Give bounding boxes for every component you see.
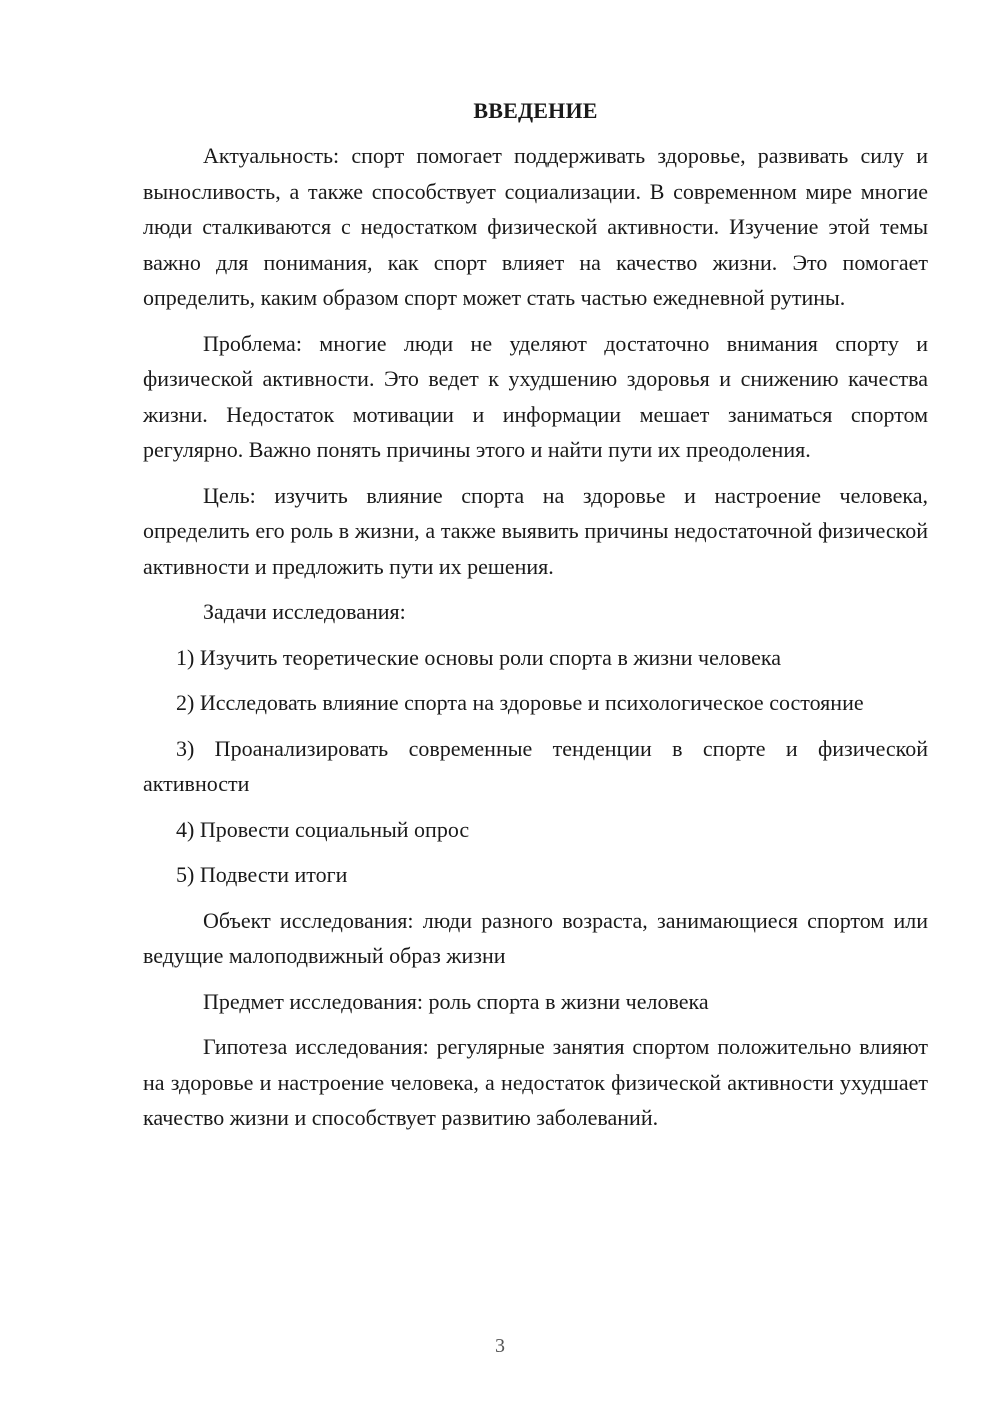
paragraph-hypothesis: Гипотеза исследования: регулярные занятия спортом положительно влияют на здоровье и настроение человека, а недостаток физической активности ухудшает качество жизни и способствует развитию заболеваний. <box>143 1034 928 1130</box>
paragraph-object: Объект исследования: люди разного возраста, занимающиеся спортом или ведущие малоподвижный образ жизни <box>143 907 928 968</box>
paragraph-goal: Цель: изучить влияние спорта на здоровье и настроение человека, определить его роль в жизни, а также выявить причины недостаточной физической активности и предложить пути их решения. <box>143 482 928 579</box>
page-title: ВВЕДЕНИЕ <box>473 98 598 123</box>
paragraph-tasks-heading: Задачи исследования: <box>203 599 406 624</box>
task-item-3: 3) Проанализировать современные тенденции в спорте и физической активности <box>143 735 928 796</box>
document-page <box>143 95 928 1146</box>
paragraph-relevance: Актуальность: спорт помогает поддерживать здоровье, развивать силу и выносливость, а также способствует социализации. В современном мире многие люди сталкиваются с недостатком физической активности. Изучение этой темы важно для понимания, как спорт влияет на качество жизни. Это помогает определить, каким образом спорт может стать частью ежедневной рутины. <box>143 143 928 310</box>
page-number: 3 <box>495 1335 505 1357</box>
task-item-5: 5) Подвести итоги <box>176 862 348 887</box>
task-item-1: 1) Изучить теоретические основы роли спорта в жизни человека <box>176 644 781 670</box>
task-item-4: 4) Провести социальный опрос <box>176 816 470 842</box>
paragraph-problem: Проблема: многие люди не уделяют достаточно внимания спорту и физической активности. Это ведет к ухудшению здоровья и снижению качества жизни. Недостаток мотивации и информации мешает заниматься спортом регулярно. Важно понять причины этого и найти пути их преодоления. <box>143 330 928 462</box>
paragraph-subject: Предмет исследования: роль спорта в жизни человека <box>203 988 709 1014</box>
task-item-2: 2) Исследовать влияние спорта на здоровье и психологическое состояние <box>176 690 864 715</box>
